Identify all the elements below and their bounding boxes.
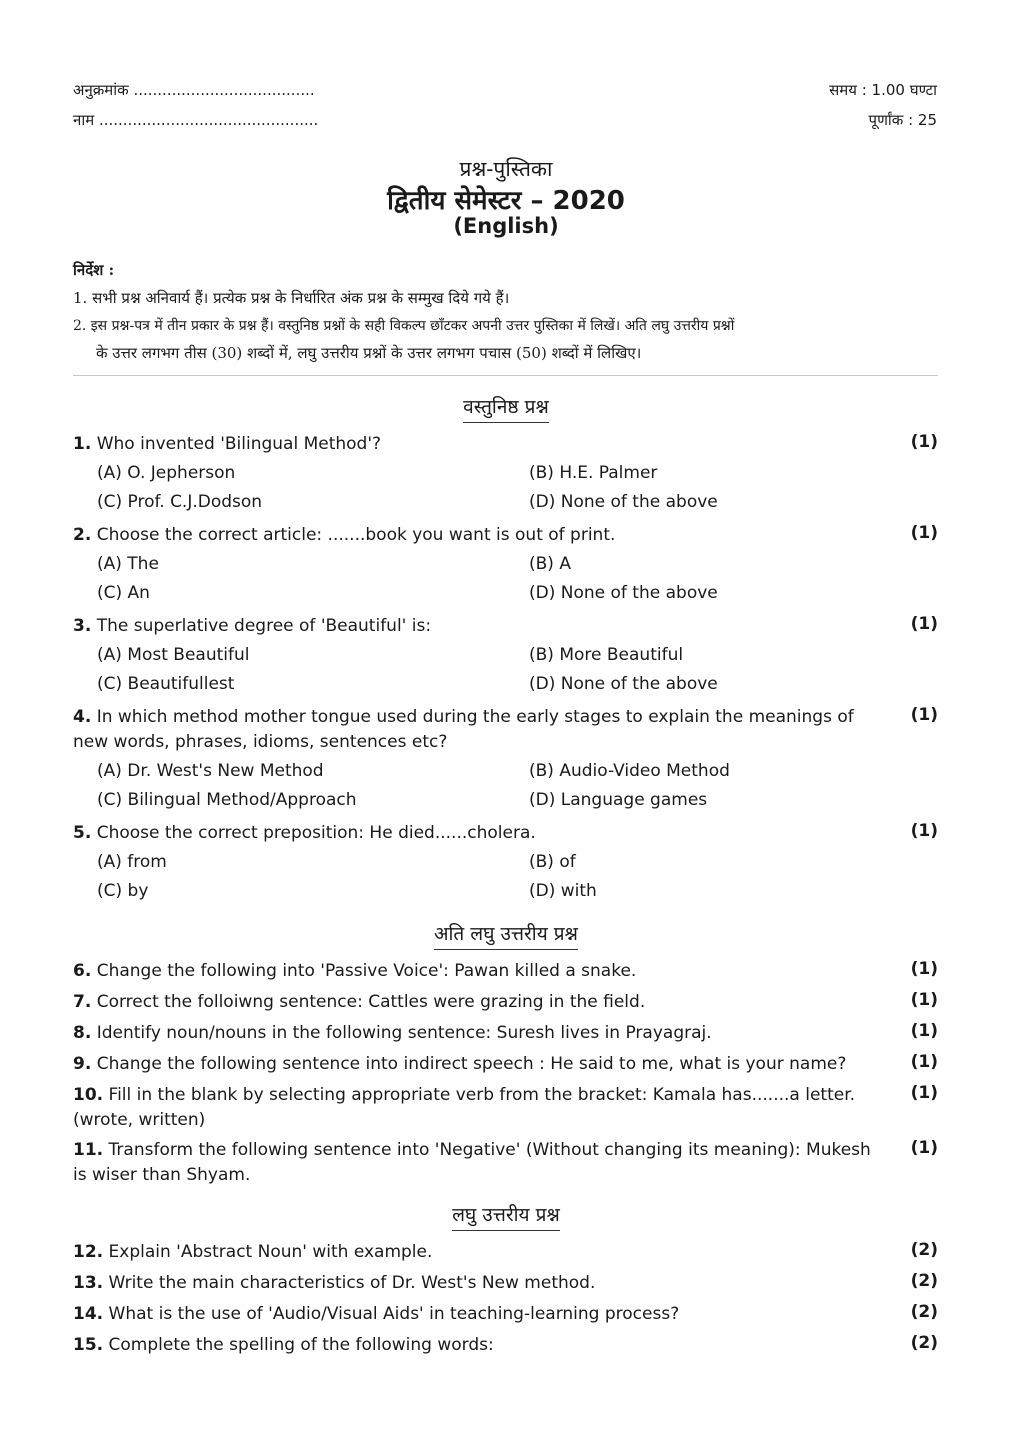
q4-option-d: (D) Language games xyxy=(529,790,708,810)
header-row-2 xyxy=(73,110,937,130)
question-7-marks: (1) xyxy=(910,990,938,1010)
question-text: Correct the folloiwng sentence: Cattles were grazing in the field. xyxy=(96,992,646,1012)
question-6-marks: (1) xyxy=(910,959,938,979)
question-number: 10. xyxy=(73,1085,104,1105)
question-15-marks: (2) xyxy=(910,1333,938,1353)
section-objective-heading xyxy=(0,393,1012,423)
question-text: Fill in the blank by selecting appropriate verb from the bracket: Kamala has.......a letter. (wrote, written) xyxy=(73,1085,856,1130)
question-13-marks: (2) xyxy=(910,1271,938,1291)
question-1-marks: (1) xyxy=(910,432,938,452)
q4-option-b: (B) Audio-Video Method xyxy=(529,761,730,781)
booklet-title: प्रश्न-पुस्तिका xyxy=(459,157,553,181)
question-number: 14. xyxy=(73,1304,104,1324)
question-text: In which method mother tongue used during the early stages to explain the meanings of new words, phrases, idioms, sentences etc? xyxy=(73,707,854,752)
question-number: 7. xyxy=(73,992,92,1012)
question-number: 6. xyxy=(73,961,92,981)
q5-option-a: (A) from xyxy=(97,852,167,872)
question-text: Change the following into 'Passive Voice': Pawan killed a snake. xyxy=(96,961,637,981)
question-text: Identify noun/nouns in the following sentence: Suresh lives in Prayagraj. xyxy=(96,1023,712,1043)
question-number: 5. xyxy=(73,823,92,843)
question-14-marks: (2) xyxy=(910,1302,938,1322)
q3-option-a: (A) Most Beautiful xyxy=(97,645,250,665)
question-8 xyxy=(73,1021,883,1046)
question-4-marks: (1) xyxy=(910,705,938,725)
q2-option-c: (C) An xyxy=(97,583,150,603)
question-number: 8. xyxy=(73,1023,92,1043)
question-number: 13. xyxy=(73,1273,104,1293)
question-number: 1. xyxy=(73,434,92,454)
question-number: 2. xyxy=(73,525,92,545)
question-text: Explain 'Abstract Noun' with example. xyxy=(108,1242,433,1262)
question-6 xyxy=(73,959,883,984)
roll-number-label: अनुक्रमांक ...................................... xyxy=(73,81,315,99)
q5-option-d: (D) with xyxy=(529,881,597,901)
q3-option-d: (D) None of the above xyxy=(529,674,718,694)
divider xyxy=(73,375,938,376)
question-2-marks: (1) xyxy=(910,523,938,543)
question-number: 9. xyxy=(73,1054,92,1074)
q1-option-a: (A) O. Jepherson xyxy=(97,463,236,483)
instruction-2-line-2: के उत्तर लगभग तीस (30) शब्दों में, लघु उत्तरीय प्रश्नों के उत्तर लगभग पचास (50) शब्दों में लिखिए। xyxy=(96,344,642,362)
question-12-marks: (2) xyxy=(910,1240,938,1260)
question-11-marks: (1) xyxy=(910,1138,938,1158)
question-3-marks: (1) xyxy=(910,614,938,634)
question-1 xyxy=(73,432,883,457)
question-9 xyxy=(73,1052,883,1077)
q1-option-d: (D) None of the above xyxy=(529,492,718,512)
question-7 xyxy=(73,990,883,1015)
question-text: Complete the spelling of the following words: xyxy=(108,1335,494,1355)
q3-option-c: (C) Beautifullest xyxy=(97,674,235,694)
name-label: नाम .............................................. xyxy=(73,111,319,129)
section-short-heading xyxy=(0,1201,1012,1231)
q1-option-c: (C) Prof. C.J.Dodson xyxy=(97,492,263,512)
q2-option-a: (A) The xyxy=(97,554,159,574)
question-text: Choose the correct preposition: He died......cholera. xyxy=(96,823,536,843)
question-4 xyxy=(73,705,883,755)
question-15 xyxy=(73,1333,883,1358)
question-3 xyxy=(73,614,883,639)
question-10-marks: (1) xyxy=(910,1083,938,1103)
q4-option-a: (A) Dr. West's New Method xyxy=(97,761,324,781)
question-number: 3. xyxy=(73,616,92,636)
subject-title: (English) xyxy=(453,214,559,238)
question-text: Who invented 'Bilingual Method'? xyxy=(96,434,382,454)
question-2 xyxy=(73,523,883,548)
question-text: What is the use of 'Audio/Visual Aids' in teaching-learning process? xyxy=(108,1304,680,1324)
q2-option-d: (D) None of the above xyxy=(529,583,718,603)
total-marks-label: पूर्णांक : 25 xyxy=(868,111,937,129)
question-text: Choose the correct article: .......book you want is out of print. xyxy=(96,525,616,545)
question-text: Transform the following sentence into 'Negative' (Without changing its meaning): Mukesh is wiser than Shyam. xyxy=(73,1140,871,1185)
question-14 xyxy=(73,1302,883,1327)
question-12 xyxy=(73,1240,883,1265)
question-number: 11. xyxy=(73,1140,104,1160)
question-5 xyxy=(73,821,883,846)
section-short-text: लघु उत्तरीय प्रश्न xyxy=(452,1201,560,1231)
q5-option-c: (C) by xyxy=(97,881,149,901)
q1-option-b: (B) H.E. Palmer xyxy=(529,463,658,483)
question-5-marks: (1) xyxy=(910,821,938,841)
question-number: 12. xyxy=(73,1242,104,1262)
q5-option-b: (B) of xyxy=(529,852,576,872)
instructions-heading: निर्देश : xyxy=(73,261,115,279)
time-label: समय : 1.00 घण्टा xyxy=(829,81,937,99)
question-11 xyxy=(73,1138,883,1188)
q4-option-c: (C) Bilingual Method/Approach xyxy=(97,790,357,810)
q3-option-b: (B) More Beautiful xyxy=(529,645,684,665)
question-13 xyxy=(73,1271,883,1296)
q2-option-b: (B) A xyxy=(529,554,571,574)
semester-title: द्वितीय सेमेस्टर – 2020 xyxy=(387,186,625,216)
instruction-1: 1. सभी प्रश्न अनिवार्य हैं। प्रत्येक प्रश्न के निर्धारित अंक प्रश्न के सम्मुख दिये गये हैं। xyxy=(73,289,510,307)
question-text: The superlative degree of 'Beautiful' is: xyxy=(96,616,432,636)
section-objective-text: वस्तुनिष्ठ प्रश्न xyxy=(463,393,549,423)
question-text: Write the main characteristics of Dr. West's New method. xyxy=(108,1273,596,1293)
question-9-marks: (1) xyxy=(910,1052,938,1072)
question-number: 15. xyxy=(73,1335,104,1355)
instruction-2-line-1: 2. इस प्रश्न-पत्र में तीन प्रकार के प्रश्न हैं। वस्तुनिष्ठ प्रश्नों के सही विकल्प छाँटकर अपनी उत्तर पुस्तिका में लिखें। अति लघु उत्तरीय प्रश्नों xyxy=(73,318,735,334)
question-10 xyxy=(73,1083,883,1133)
section-very-short-heading xyxy=(0,920,1012,950)
question-text: Change the following sentence into indirect speech : He said to me, what is your name? xyxy=(96,1054,847,1074)
question-8-marks: (1) xyxy=(910,1021,938,1041)
section-very-short-text: अति लघु उत्तरीय प्रश्न xyxy=(434,920,578,950)
question-number: 4. xyxy=(73,707,92,727)
header-row-1 xyxy=(73,80,937,100)
